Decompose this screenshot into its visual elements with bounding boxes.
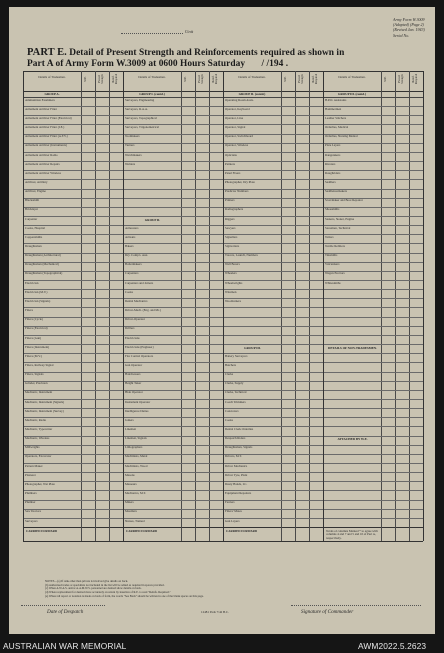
trade-name: Electrician bbox=[25, 281, 39, 285]
sub-column-rule bbox=[195, 71, 196, 541]
trade-name: Electricians (Engineer) bbox=[125, 345, 154, 349]
trade-name: Plumber bbox=[25, 501, 36, 505]
trade-name: Panel Fixers bbox=[225, 171, 241, 175]
trade-name: Electrician (M.V.) bbox=[25, 290, 48, 294]
table-row-rule bbox=[324, 426, 423, 427]
trade-name: Clerks bbox=[225, 373, 234, 377]
group-subheading: ATTACHED BY W.E. bbox=[337, 437, 368, 442]
trade-name: Battery Surveyors bbox=[225, 354, 248, 358]
table-row-rule bbox=[324, 362, 423, 363]
table-row-rule bbox=[324, 326, 423, 327]
trade-name: Turners bbox=[125, 144, 135, 148]
trade-name: Fire Control Operators bbox=[125, 354, 154, 358]
block-separator bbox=[123, 71, 124, 541]
table-row-rule bbox=[324, 518, 423, 519]
trade-name: Electrician (Signals) bbox=[25, 299, 51, 303]
trade-name: Farriers bbox=[225, 501, 235, 505]
trade-name: Armament Artificer (Instruments) bbox=[25, 144, 67, 148]
trade-name: Operator, Line bbox=[225, 116, 244, 120]
table-row-rule bbox=[224, 307, 323, 308]
table-left-edge bbox=[23, 71, 24, 541]
table-row-rule bbox=[324, 372, 423, 373]
column-header-tradesmen: Details of Tradesmen. bbox=[38, 75, 66, 79]
trade-name: Concretors bbox=[225, 409, 239, 413]
sub-column-rule bbox=[381, 71, 382, 541]
form-page bbox=[9, 7, 435, 634]
trade-name: Signallers bbox=[225, 235, 238, 239]
table-row-rule bbox=[324, 408, 423, 409]
title-line-1: Detail of Present Strength and Reinforcements required as shown in bbox=[69, 48, 345, 58]
sub-column-rule bbox=[309, 71, 310, 541]
form-line-2: (Adapted) (Page 2) bbox=[393, 22, 424, 27]
note-line: (d) Where replacement for desired more accurately on return by insertion of R.E. to read "Reinfs. Required." bbox=[45, 590, 171, 595]
table-row-rule bbox=[124, 170, 223, 171]
form-notes bbox=[45, 580, 415, 599]
trade-name: Clerks, Supply bbox=[225, 382, 244, 386]
archive-reference: AWM2022.5.2623 bbox=[358, 641, 427, 651]
table-row-rule bbox=[324, 317, 423, 318]
trade-name: Predictor Numbers bbox=[225, 190, 249, 194]
group-subheading: DETAILS OF NON-TRADESMEN. bbox=[328, 345, 377, 350]
trade-name: Fitters' Mates bbox=[225, 510, 242, 514]
trade-name: Armament Artificer Fitter (I.E.) bbox=[25, 126, 65, 130]
table-row-rule bbox=[124, 198, 223, 199]
table-row-rule bbox=[324, 481, 423, 482]
trade-name: Armament Artificer Repairs bbox=[25, 162, 60, 166]
trade-name: Watchmakers bbox=[125, 153, 142, 157]
table-row-rule bbox=[124, 189, 223, 190]
trade-name: Vulcanisers bbox=[325, 263, 340, 267]
note-line: NOTES—(a) If rank other than private is involved give details on back. bbox=[45, 579, 129, 583]
trade-name: Wheelwrights bbox=[225, 281, 243, 285]
trade-name: Mechanic, Typewriter bbox=[25, 428, 53, 431]
table-row-rule bbox=[324, 307, 423, 308]
trade-name: Photographer, Dry Plate bbox=[225, 180, 255, 184]
trade-name: Moulders bbox=[125, 510, 137, 514]
trade-name: Draughtsmen (Topographical) bbox=[25, 272, 63, 276]
table-row-rule bbox=[324, 417, 423, 418]
serial-no: Serial No. bbox=[393, 33, 410, 38]
trade-name: Mechanic, Wireless bbox=[25, 437, 50, 441]
trade-name: Mechanic, Instrument (Survey) bbox=[25, 409, 64, 413]
trade-name: Saddlers bbox=[325, 180, 336, 184]
trade-name: Fitters (Electrical) bbox=[25, 327, 48, 331]
trade-name: Joiners bbox=[125, 418, 134, 422]
part-label: PART E. bbox=[27, 47, 67, 58]
trade-name: Surveyors, Engineering bbox=[125, 98, 155, 102]
table-bottom-rule bbox=[23, 541, 423, 542]
trade-name: Hide Operator bbox=[125, 391, 143, 395]
trade-name: Wall Borers bbox=[225, 263, 240, 267]
trade-name: Mechanic, Instrument (Signals) bbox=[25, 400, 65, 404]
table-row-rule bbox=[324, 472, 423, 473]
sub-column-rule bbox=[95, 71, 96, 541]
sub-column-rule bbox=[81, 71, 82, 541]
column-header-we: W.E. bbox=[84, 76, 87, 82]
trade-name: Plate Layers bbox=[325, 144, 341, 148]
trade-name: Armament Artificer Fitter (Electrical) bbox=[25, 116, 72, 120]
sub-column-rule bbox=[409, 71, 410, 541]
column-header-posted-strength: Posted Strength bbox=[198, 74, 204, 84]
trade-name: Fitters, Railway Signal bbox=[25, 363, 54, 367]
trade-name: Operator, Signal bbox=[225, 126, 246, 130]
trade-name: Linemen bbox=[125, 428, 136, 431]
trade-name: Armament Artificer Radio bbox=[25, 153, 58, 157]
trade-name: Masseurs bbox=[125, 482, 137, 486]
trade-name: Millwrights bbox=[25, 446, 40, 450]
trade-name: Shoesmiths bbox=[325, 208, 340, 212]
trade-name: Boilermakers bbox=[125, 263, 142, 267]
sub-column-rule bbox=[181, 71, 182, 541]
trade-name: Scorrmaker and Boot Repairer bbox=[325, 199, 363, 203]
trade-name: Dental Clerk Orderlies bbox=[225, 428, 254, 431]
trade-name: Mechanic, Instrument bbox=[25, 391, 53, 395]
trade-name: Welders bbox=[125, 162, 136, 166]
trade-name: Orderlies, Nursing Mental bbox=[325, 135, 358, 139]
note-line: (c) When A.W.A.S. and/or A.A.M.W.S. personnel are desired show details on back. bbox=[45, 586, 142, 591]
trade-name: Nurses, Trained bbox=[125, 519, 145, 523]
group-heading: GROUP II. (contd.) bbox=[238, 92, 266, 97]
trade-name: Riveters bbox=[325, 162, 336, 166]
table-row-rule bbox=[224, 326, 323, 327]
trade-name: Equipment Repairers bbox=[225, 492, 252, 496]
column-header-posted-strength: Posted Strength bbox=[98, 74, 104, 84]
form-line-3: (Revised Jan. 1943) bbox=[393, 27, 425, 32]
trade-name: Stokers, Stoker, Engine bbox=[325, 217, 355, 221]
sub-column-rule bbox=[295, 71, 296, 541]
trade-name: Dusty Hands, I.C. bbox=[225, 482, 248, 486]
trade-name: Saddletreemakers bbox=[325, 190, 347, 194]
form-line-1: Army Form W.3009 bbox=[393, 17, 425, 22]
table-row-rule bbox=[124, 179, 223, 180]
trade-name: Coach Trimmers bbox=[225, 400, 246, 404]
block-separator bbox=[323, 71, 324, 541]
trade-name: Bricklayer bbox=[25, 208, 39, 212]
trade-name: Plumbers bbox=[25, 492, 37, 496]
trade-name: Draughtsmen (Architectural) bbox=[25, 254, 61, 258]
trade-name: Rangetakers bbox=[325, 153, 341, 157]
trade-name: Artificer, Engine bbox=[25, 190, 46, 194]
trade-name: Wheelers bbox=[225, 272, 237, 276]
trade-name: Painters bbox=[225, 162, 235, 166]
trade-name: Cooks bbox=[225, 418, 233, 422]
column-header-tradesmen: Details of Tradesmen. bbox=[138, 75, 166, 79]
table-row-rule bbox=[324, 289, 423, 290]
signature-of-commander: Signature of Commander bbox=[301, 609, 354, 615]
trade-name: Surveyors, R.A.A. bbox=[125, 107, 148, 111]
trade-name: Draughtsmen, Signals bbox=[225, 446, 253, 450]
trade-name: Riggers bbox=[225, 217, 235, 221]
trade-name: Draughtsmen bbox=[25, 245, 42, 248]
sub-column-rule bbox=[109, 71, 110, 541]
group-subheading: GROUP II. bbox=[144, 217, 161, 222]
sub-column-rule bbox=[395, 71, 396, 541]
trade-name: Operating Room Assts. bbox=[225, 98, 254, 102]
table-row-rule bbox=[324, 509, 423, 510]
trade-name: Bakers bbox=[125, 245, 134, 248]
group-heading: GROUP I. (contd.) bbox=[139, 92, 165, 97]
trade-name: Driver-Mech. (Eng. and Mr.) bbox=[125, 309, 161, 313]
table-row-rule bbox=[224, 335, 323, 336]
column-header-reinf-required: Reinf. Required bbox=[312, 73, 318, 85]
trade-name: Fitters (Gun) bbox=[25, 336, 42, 340]
table-row-rule bbox=[124, 207, 223, 208]
column-header-reinf-required: Reinf. Required bbox=[212, 73, 218, 85]
column-header-we: W.E. bbox=[384, 76, 387, 82]
trade-name: Operators, Excavator bbox=[25, 455, 52, 459]
trade-name: Height Taker bbox=[125, 382, 142, 386]
trade-name: Mechanic, Radio bbox=[25, 418, 47, 422]
archive-caption: AUSTRALIAN WAR MEMORIAL bbox=[3, 641, 127, 651]
trade-name: Electricians bbox=[125, 336, 140, 340]
trade-name: Radiographers bbox=[225, 208, 244, 212]
trade-name: Driver Tyre, Plant bbox=[225, 473, 248, 477]
block-separator bbox=[223, 71, 224, 541]
column-header-tradesmen: Details of Tradesmen. bbox=[338, 75, 366, 79]
trade-name: Storemen, Technical bbox=[325, 226, 351, 230]
carried-forward: CARRIED FORWARD bbox=[126, 530, 158, 534]
trade-name: Operator, Switchboard bbox=[225, 135, 254, 139]
trade-name: Photographer, Wet Plate bbox=[25, 482, 55, 486]
trade-name: Carpenters and Joiners bbox=[125, 281, 154, 285]
trade-name: Gun Layers bbox=[225, 519, 240, 523]
trade-name: Leather Stitchers bbox=[325, 116, 347, 120]
table-row-rule bbox=[324, 490, 423, 491]
trade-name: Armament Artificer Wireless bbox=[25, 171, 61, 175]
column-header-tradesmen: Details of Tradesmen. bbox=[238, 75, 266, 79]
note-line: (b) Authorised trades or specialists not included in the list will be added as required in spaces provided. bbox=[45, 582, 165, 587]
trade-name: Pattern Maker bbox=[25, 464, 43, 468]
trade-name: Fitters (Instrument) bbox=[25, 345, 50, 349]
table-row-rule bbox=[324, 399, 423, 400]
trade-name: Driver Mechanics bbox=[225, 464, 248, 468]
carried-forward: CARRIED FORWARD bbox=[26, 530, 58, 534]
table-row-rule bbox=[224, 317, 323, 318]
trade-name: Carpenters bbox=[125, 272, 139, 276]
table-row-rule bbox=[324, 335, 423, 336]
trade-name: Draughtsmen (Mechanical) bbox=[25, 263, 59, 267]
trade-name: Cooks, Hospital bbox=[25, 226, 45, 230]
trade-name: Textile Refitters bbox=[325, 245, 345, 248]
table-row-rule bbox=[324, 381, 423, 382]
trade-name: Fitters (M.V.) bbox=[25, 354, 42, 358]
trade-name: Lithographers bbox=[125, 446, 143, 450]
table-row-rule bbox=[324, 390, 423, 391]
trade-name: Opticians bbox=[225, 153, 237, 157]
trade-name: Roughriders bbox=[325, 171, 341, 175]
print-code: 12481 Pads 7/42 B.C. bbox=[201, 610, 229, 614]
trade-name: Fitters bbox=[25, 309, 33, 313]
trade-name: Despatch Riders bbox=[225, 437, 246, 441]
trade-name: Armament Artificer Fitter bbox=[25, 107, 57, 111]
trade-name: Sawyers bbox=[225, 226, 236, 230]
column-header-posted-strength: Posted Strength bbox=[298, 74, 304, 84]
trade-name: Wiremen bbox=[225, 290, 237, 294]
table-row-rule bbox=[324, 454, 423, 455]
trade-name: Gun Operator bbox=[125, 363, 143, 367]
trade-name: Dental Mechanics bbox=[125, 299, 148, 303]
trade-name: Machinists, Metal bbox=[125, 455, 148, 459]
carried-forward: CARRIED FORWARD bbox=[226, 530, 258, 534]
trade-name: Toolmakers bbox=[125, 135, 140, 139]
trade-name: Wagon Erectors bbox=[325, 272, 345, 276]
column-header-we: W.E. bbox=[284, 76, 287, 82]
trade-name: Carpenter bbox=[25, 217, 38, 221]
trade-name: Cooks bbox=[125, 290, 133, 294]
table-row-rule bbox=[324, 463, 423, 464]
title-date-blank: / /194 . bbox=[261, 59, 289, 69]
trade-name: Printers bbox=[225, 199, 235, 203]
column-header-reinf-required: Reinf. Required bbox=[112, 73, 118, 85]
strength-table bbox=[23, 71, 423, 577]
trade-name: Machinists, Wood bbox=[125, 464, 148, 468]
trade-name: Mechanics, M.T. bbox=[125, 492, 146, 496]
date-of-despatch: Date of Despatch bbox=[47, 609, 84, 615]
table-row-rule bbox=[324, 445, 423, 446]
group-heading: GROUP III. (contd.) bbox=[338, 92, 366, 97]
trade-name: Masons bbox=[125, 473, 135, 477]
trade-name: Operator, Keyboard bbox=[225, 107, 250, 111]
trade-name: Tailors bbox=[325, 235, 334, 239]
trade-name: Instrument Operator bbox=[125, 400, 151, 404]
trade-name: Saw Doctors bbox=[25, 510, 41, 514]
trade-name: Drivers, M.T. bbox=[225, 455, 242, 459]
trade-name: Artificer, Artillery bbox=[25, 180, 48, 184]
trade-name: Surveyors, Topographical bbox=[125, 116, 157, 120]
column-header-reinf-required: Reinf. Required bbox=[412, 73, 418, 85]
despatch-line bbox=[21, 605, 105, 606]
trade-name: Grinder, Precision bbox=[25, 382, 48, 386]
sub-column-rule bbox=[209, 71, 210, 541]
trade-name: H.P.O. Assistants bbox=[325, 98, 347, 102]
table-row-rule bbox=[324, 353, 423, 354]
column-header-we: W.E. bbox=[184, 76, 187, 82]
trade-name: Operator, Wireless bbox=[225, 144, 249, 148]
trade-name: Intelligence Duties bbox=[125, 409, 149, 413]
trade-name: Hammermen bbox=[325, 107, 342, 111]
unit-label: Unit bbox=[185, 29, 194, 34]
table-right-edge bbox=[423, 71, 424, 541]
column-header-posted-strength: Posted Strength bbox=[398, 74, 404, 84]
trade-name: Signwriters bbox=[225, 245, 240, 248]
trade-name: Orderlies, Medical bbox=[325, 126, 349, 130]
trade-name: Coppersmiths bbox=[25, 235, 43, 239]
trade-name: Fitters, Signals bbox=[25, 373, 44, 377]
note-line: (e) Where nil report or notation is made on back of form, the words "See Back" should be written in one of the blank spaces on this page. bbox=[45, 593, 204, 598]
unit-underline bbox=[121, 33, 183, 34]
trade-name: Plasterer bbox=[25, 473, 36, 477]
carried-forward: Totals of columns Marked * to agree with columns 4 and 7 and 5 and 10 of Part A, respectively. bbox=[326, 530, 378, 540]
trade-name: Tracers, Launch, Numbers bbox=[225, 254, 258, 258]
trade-name: Ammunition Examiners bbox=[25, 98, 55, 102]
trade-name: Tinsmiths bbox=[325, 254, 338, 258]
table-row-rule bbox=[324, 298, 423, 299]
trade-name: Fitters (Cycle) bbox=[25, 318, 43, 322]
trade-name: Surveyors, Trigonometrical bbox=[125, 126, 160, 130]
trade-name: Armament Artificer Fitter (A.F.V.) bbox=[25, 135, 68, 139]
table-row-rule bbox=[324, 500, 423, 501]
trade-name: Dry. Comp's. Asst. bbox=[125, 254, 149, 258]
trade-name: Armourers bbox=[125, 226, 139, 230]
trade-name: Drillers bbox=[125, 327, 135, 331]
trade-name: Miners bbox=[125, 501, 134, 505]
trade-name: Woodturners bbox=[225, 299, 241, 303]
trade-name: Hairdressers bbox=[125, 373, 141, 377]
form-title bbox=[27, 47, 427, 70]
sub-column-rule bbox=[281, 71, 282, 541]
group-subheading: GROUP III. bbox=[244, 345, 261, 350]
trade-name: Surveyors bbox=[25, 519, 38, 523]
signature-line bbox=[291, 605, 421, 606]
group-heading: GROUP A. bbox=[44, 92, 60, 97]
trade-name: Driver-Operator bbox=[125, 318, 146, 322]
trade-name: Blacksmith bbox=[25, 199, 40, 203]
trade-name: Artisans bbox=[125, 235, 136, 239]
trade-name: Linemen, Signals bbox=[125, 437, 147, 441]
trade-name: Butchers bbox=[225, 363, 236, 367]
trade-name: Whitesmiths bbox=[325, 281, 341, 285]
title-line-2: Part A of Army Form W.3009 at 0600 Hours Saturday bbox=[27, 59, 246, 69]
trade-name: Clerks, Technical bbox=[225, 391, 247, 395]
